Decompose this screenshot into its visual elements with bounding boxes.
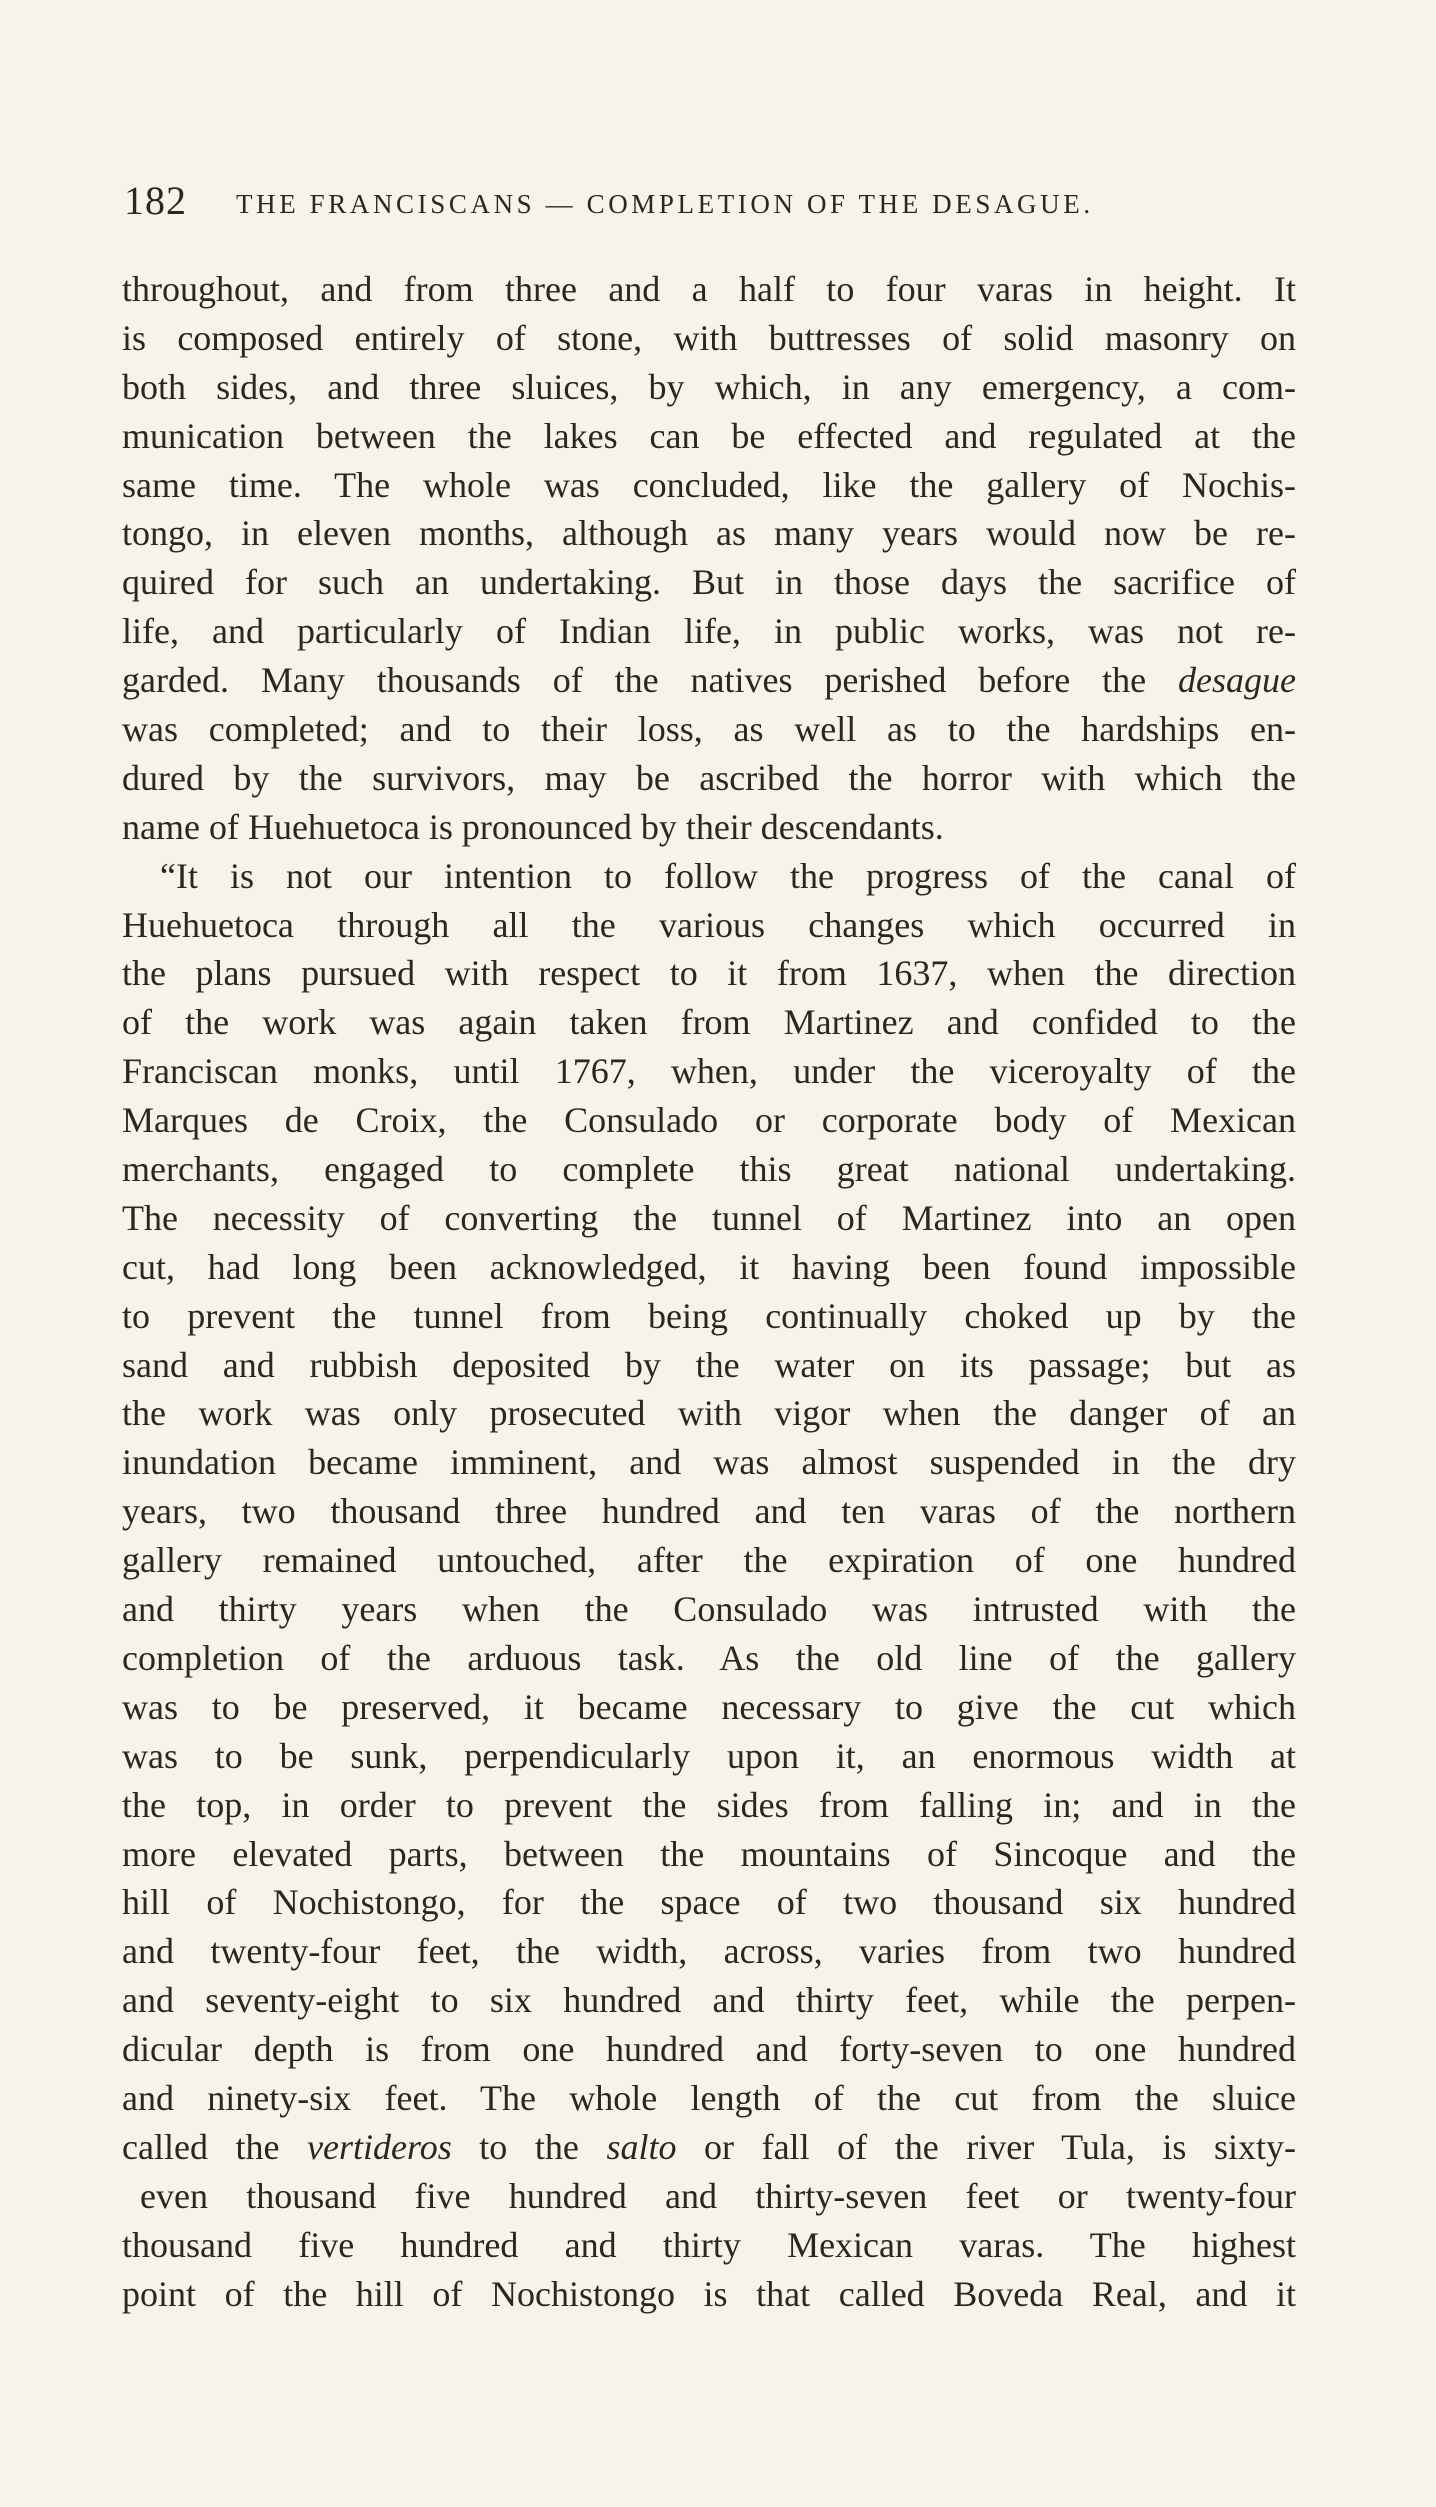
text-line: Huehuetoca through all the various changes which occurred in [122, 904, 1296, 945]
text-line: and ninety-six feet. The whole length of the cut from the sluice [122, 2077, 1296, 2118]
text-line: life, and particularly of Indian life, in public works, was not re- [122, 611, 1296, 652]
text-line: The necessity of converting the tunnel of Martinez into an open [122, 1197, 1296, 1238]
text-segment: called the [122, 2126, 280, 2167]
text-line: both sides, and three sluices, by which, in any emergency, a com- [122, 366, 1296, 407]
running-head: THE FRANCISCANS — COMPLETION OF THE DESAGUE. [236, 189, 1094, 219]
body-text [122, 265, 1296, 2318]
text-line: cut, had long been acknowledged, it having been found impossible [122, 1246, 1296, 1287]
text-line: merchants, engaged to complete this great national undertaking. [122, 1149, 1296, 1190]
text-line [122, 656, 1296, 705]
text-line: thousand five hundred and thirty Mexican varas. The highest [122, 2224, 1296, 2265]
italic-term: desague [1178, 660, 1296, 701]
text-line: “It is not our intention to follow the progress of the canal of [160, 855, 1296, 896]
page-number: 182 [124, 178, 187, 223]
text-segment: or fall of the river Tula, is sixty- [704, 2126, 1297, 2167]
text-line: and twenty-four feet, the width, across, varies from two hundred [122, 1931, 1296, 1972]
text-line: throughout, and from three and a half to four varas in height. It [122, 269, 1296, 309]
text-line: of the work was again taken from Martinez and confided to the [122, 1002, 1296, 1043]
text-line: completion of the arduous task. As the old line of the gallery [122, 1637, 1296, 1678]
text-line: is composed entirely of stone, with buttresses of solid masonry on [122, 317, 1296, 358]
text-line [122, 2123, 1296, 2172]
text-line: and seventy-eight to six hundred and thirty feet, while the perpen- [122, 1980, 1296, 2021]
text-segment: garded. Many thousands of the natives perished before the [122, 660, 1147, 701]
text-line: more elevated parts, between the mountains of Sincoque and the [122, 1833, 1296, 1874]
text-line: Franciscan monks, until 1767, when, under the viceroyalty of the [122, 1051, 1296, 1092]
text-segment: to the [479, 2126, 579, 2167]
text-line: was to be sunk, perpendicularly upon it, an enormous width at [122, 1735, 1296, 1776]
text-line: same time. The whole was concluded, like the gallery of Nochis- [122, 464, 1296, 505]
text-line: dicular depth is from one hundred and forty-seven to one hundred [122, 2029, 1296, 2070]
page-header [124, 176, 1274, 226]
text-line: inundation became imminent, and was almost suspended in the dry [122, 1442, 1296, 1483]
text-line: hill of Nochistongo, for the space of two thousand six hundred [122, 1882, 1296, 1923]
text-line: quired for such an undertaking. But in those days the sacrifice of [122, 562, 1296, 603]
text-line: the work was only prosecuted with vigor when the danger of an [122, 1393, 1296, 1434]
text-line: even thousand five hundred and thirty-seven feet or twenty-four [140, 2175, 1296, 2216]
text-line: name of Huehuetoca is pronounced by their descendants. [122, 806, 944, 847]
text-line: and thirty years when the Consulado was intrusted with the [122, 1589, 1296, 1630]
text-line: to prevent the tunnel from being continually choked up by the [122, 1295, 1296, 1336]
text-line: was to be preserved, it became necessary to give the cut which [122, 1686, 1296, 1727]
text-line: point of the hill of Nochistongo is that called Boveda Real, and it [122, 2273, 1296, 2314]
text-line: munication between the lakes can be effected and regulated at the [122, 415, 1296, 456]
text-line: tongo, in eleven months, although as many years would now be re- [122, 513, 1296, 554]
text-line: Marques de Croix, the Consulado or corporate body of Mexican [122, 1100, 1296, 1141]
text-line: dured by the survivors, may be ascribed the horror with which the [122, 757, 1296, 798]
text-line: sand and rubbish deposited by the water on its passage; but as [122, 1344, 1296, 1385]
italic-term: vertideros [307, 2126, 452, 2167]
italic-term: salto [606, 2126, 677, 2167]
text-line: was completed; and to their loss, as well as to the hardships en- [122, 709, 1296, 750]
text-line: the top, in order to prevent the sides from falling in; and in the [122, 1784, 1296, 1825]
text-line: years, two thousand three hundred and ten varas of the northern [122, 1491, 1296, 1532]
text-line: the plans pursued with respect to it from 1637, when the direction [122, 953, 1296, 994]
text-line: gallery remained untouched, after the expiration of one hundred [122, 1540, 1296, 1581]
